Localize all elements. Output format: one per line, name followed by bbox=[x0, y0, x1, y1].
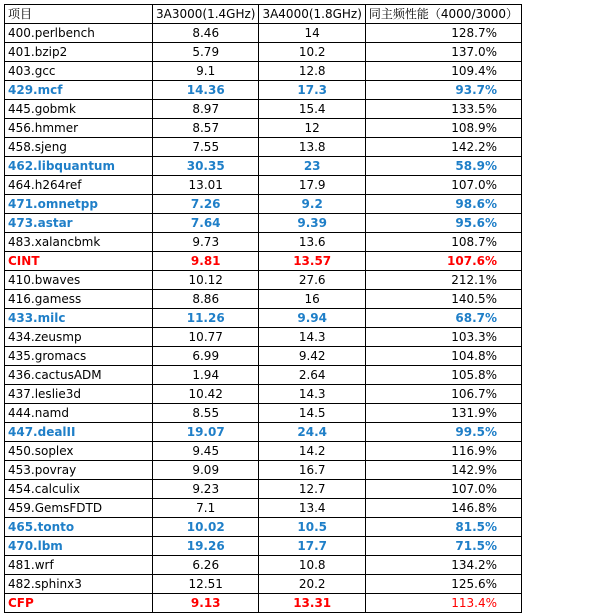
score-3a3000-cell[interactable]: 9.45 bbox=[153, 442, 259, 461]
ratio-cell[interactable]: 125.6% bbox=[365, 575, 521, 594]
ratio-cell[interactable]: 68.7% bbox=[365, 309, 521, 328]
header-row bbox=[5, 5, 522, 24]
score-3a3000-cell[interactable]: 10.02 bbox=[153, 518, 259, 537]
score-3a3000-cell[interactable]: 10.77 bbox=[153, 328, 259, 347]
table-row bbox=[5, 176, 522, 195]
benchmark-name-cell[interactable]: 471.omnetpp bbox=[5, 195, 153, 214]
score-3a4000-cell[interactable]: 10.5 bbox=[259, 518, 365, 537]
ratio-cell[interactable]: 108.9% bbox=[365, 119, 521, 138]
benchmark-name-cell[interactable]: 445.gobmk bbox=[5, 100, 153, 119]
ratio-cell[interactable]: 105.8% bbox=[365, 366, 521, 385]
score-3a3000-cell[interactable]: 8.57 bbox=[153, 119, 259, 138]
table-row bbox=[5, 252, 522, 271]
table-row bbox=[5, 157, 522, 176]
ratio-cell[interactable]: 142.2% bbox=[365, 138, 521, 157]
header-cell-3a4000[interactable]: 3A4000(1.8GHz) bbox=[259, 5, 365, 24]
score-3a3000-cell[interactable]: 9.73 bbox=[153, 233, 259, 252]
score-3a3000-cell[interactable]: 12.51 bbox=[153, 575, 259, 594]
score-3a4000-cell[interactable]: 12.7 bbox=[259, 480, 365, 499]
header-cell-item[interactable]: 项目 bbox=[5, 5, 153, 24]
ratio-cell[interactable]: 107.6% bbox=[365, 252, 521, 271]
table-row bbox=[5, 138, 522, 157]
table-body bbox=[5, 24, 522, 613]
score-3a4000-cell[interactable]: 17.3 bbox=[259, 81, 365, 100]
ratio-cell[interactable]: 93.7% bbox=[365, 81, 521, 100]
header-cell-ratio[interactable]: 同主频性能（4000/3000） bbox=[365, 5, 521, 24]
score-3a3000-cell[interactable]: 7.55 bbox=[153, 138, 259, 157]
benchmark-name-cell[interactable]: 453.povray bbox=[5, 461, 153, 480]
table-row bbox=[5, 62, 522, 81]
score-3a3000-cell[interactable]: 7.1 bbox=[153, 499, 259, 518]
score-3a3000-cell[interactable]: 1.94 bbox=[153, 366, 259, 385]
ratio-cell[interactable]: 107.0% bbox=[365, 176, 521, 195]
ratio-cell[interactable]: 108.7% bbox=[365, 233, 521, 252]
score-3a3000-cell[interactable]: 13.01 bbox=[153, 176, 259, 195]
benchmark-name-cell[interactable]: 465.tonto bbox=[5, 518, 153, 537]
score-3a4000-cell[interactable]: 13.6 bbox=[259, 233, 365, 252]
score-3a3000-cell[interactable]: 9.13 bbox=[153, 594, 259, 613]
score-3a3000-cell[interactable]: 19.26 bbox=[153, 537, 259, 556]
ratio-cell[interactable]: 71.5% bbox=[365, 537, 521, 556]
ratio-cell[interactable]: 142.9% bbox=[365, 461, 521, 480]
score-3a4000-cell[interactable]: 12 bbox=[259, 119, 365, 138]
score-3a4000-cell[interactable]: 13.31 bbox=[259, 594, 365, 613]
benchmark-name-cell[interactable]: 473.astar bbox=[5, 214, 153, 233]
ratio-cell[interactable]: 106.7% bbox=[365, 385, 521, 404]
ratio-cell[interactable]: 103.3% bbox=[365, 328, 521, 347]
score-3a4000-cell[interactable]: 10.8 bbox=[259, 556, 365, 575]
ratio-cell[interactable]: 131.9% bbox=[365, 404, 521, 423]
benchmark-name-cell[interactable]: 462.libquantum bbox=[5, 157, 153, 176]
table-row bbox=[5, 442, 522, 461]
benchmark-name-cell[interactable]: 437.leslie3d bbox=[5, 385, 153, 404]
score-3a4000-cell[interactable]: 16 bbox=[259, 290, 365, 309]
benchmark-name-cell[interactable]: 450.soplex bbox=[5, 442, 153, 461]
ratio-cell[interactable]: 128.7% bbox=[365, 24, 521, 43]
ratio-cell[interactable]: 113.4% bbox=[365, 594, 521, 613]
table-row bbox=[5, 309, 522, 328]
ratio-cell[interactable]: 134.2% bbox=[365, 556, 521, 575]
benchmark-name-cell[interactable]: 483.xalancbmk bbox=[5, 233, 153, 252]
benchmark-name-cell[interactable]: 435.gromacs bbox=[5, 347, 153, 366]
score-3a4000-cell[interactable]: 13.4 bbox=[259, 499, 365, 518]
table-row bbox=[5, 233, 522, 252]
benchmark-name-cell[interactable]: 482.sphinx3 bbox=[5, 575, 153, 594]
score-3a3000-cell[interactable]: 11.26 bbox=[153, 309, 259, 328]
score-3a4000-cell[interactable]: 14.3 bbox=[259, 385, 365, 404]
score-3a3000-cell[interactable]: 6.99 bbox=[153, 347, 259, 366]
score-3a3000-cell[interactable]: 5.79 bbox=[153, 43, 259, 62]
score-3a3000-cell[interactable]: 10.12 bbox=[153, 271, 259, 290]
score-3a4000-cell[interactable]: 17.9 bbox=[259, 176, 365, 195]
score-3a4000-cell[interactable]: 27.6 bbox=[259, 271, 365, 290]
benchmark-name-cell[interactable]: CFP bbox=[5, 594, 153, 613]
table-row bbox=[5, 404, 522, 423]
score-3a4000-cell[interactable]: 13.57 bbox=[259, 252, 365, 271]
benchmark-name-cell[interactable]: CINT bbox=[5, 252, 153, 271]
score-3a3000-cell[interactable]: 9.09 bbox=[153, 461, 259, 480]
table-row bbox=[5, 461, 522, 480]
score-3a4000-cell[interactable]: 10.2 bbox=[259, 43, 365, 62]
table-row bbox=[5, 366, 522, 385]
benchmark-name-cell[interactable]: 447.dealII bbox=[5, 423, 153, 442]
table-row bbox=[5, 556, 522, 575]
ratio-cell[interactable]: 146.8% bbox=[365, 499, 521, 518]
ratio-cell[interactable]: 137.0% bbox=[365, 43, 521, 62]
score-3a3000-cell[interactable]: 6.26 bbox=[153, 556, 259, 575]
score-3a3000-cell[interactable]: 7.26 bbox=[153, 195, 259, 214]
ratio-cell[interactable]: 95.6% bbox=[365, 214, 521, 233]
table-row bbox=[5, 214, 522, 233]
benchmark-name-cell[interactable]: 433.milc bbox=[5, 309, 153, 328]
ratio-cell[interactable]: 81.5% bbox=[365, 518, 521, 537]
table-row bbox=[5, 195, 522, 214]
score-3a4000-cell[interactable]: 24.4 bbox=[259, 423, 365, 442]
benchmark-name-cell[interactable]: 470.lbm bbox=[5, 537, 153, 556]
table-row bbox=[5, 328, 522, 347]
score-3a3000-cell[interactable]: 9.23 bbox=[153, 480, 259, 499]
table-row bbox=[5, 290, 522, 309]
table-row bbox=[5, 480, 522, 499]
ratio-cell[interactable]: 212.1% bbox=[365, 271, 521, 290]
benchmark-name-cell[interactable]: 434.zeusmp bbox=[5, 328, 153, 347]
score-3a3000-cell[interactable]: 8.55 bbox=[153, 404, 259, 423]
benchmark-name-cell[interactable]: 410.bwaves bbox=[5, 271, 153, 290]
benchmark-name-cell[interactable]: 400.perlbench bbox=[5, 24, 153, 43]
ratio-cell[interactable]: 107.0% bbox=[365, 480, 521, 499]
ratio-cell[interactable]: 58.9% bbox=[365, 157, 521, 176]
score-3a4000-cell[interactable]: 20.2 bbox=[259, 575, 365, 594]
table-row bbox=[5, 100, 522, 119]
score-3a4000-cell[interactable]: 12.8 bbox=[259, 62, 365, 81]
table-row bbox=[5, 81, 522, 100]
table-row bbox=[5, 43, 522, 62]
benchmark-name-cell[interactable]: 403.gcc bbox=[5, 62, 153, 81]
benchmark-name-cell[interactable]: 401.bzip2 bbox=[5, 43, 153, 62]
benchmark-name-cell[interactable]: 429.mcf bbox=[5, 81, 153, 100]
table-row bbox=[5, 537, 522, 556]
ratio-cell[interactable]: 133.5% bbox=[365, 100, 521, 119]
table-row bbox=[5, 499, 522, 518]
score-3a3000-cell[interactable]: 9.1 bbox=[153, 62, 259, 81]
score-3a4000-cell[interactable]: 17.7 bbox=[259, 537, 365, 556]
benchmark-name-cell[interactable]: 416.gamess bbox=[5, 290, 153, 309]
table-row bbox=[5, 575, 522, 594]
benchmark-name-cell[interactable]: 459.GemsFDTD bbox=[5, 499, 153, 518]
ratio-cell[interactable]: 98.6% bbox=[365, 195, 521, 214]
score-3a4000-cell[interactable]: 23 bbox=[259, 157, 365, 176]
score-3a4000-cell[interactable]: 14.3 bbox=[259, 328, 365, 347]
score-3a3000-cell[interactable]: 8.46 bbox=[153, 24, 259, 43]
score-3a4000-cell[interactable]: 9.39 bbox=[259, 214, 365, 233]
table-row bbox=[5, 594, 522, 613]
score-3a4000-cell[interactable]: 16.7 bbox=[259, 461, 365, 480]
score-3a4000-cell[interactable]: 9.2 bbox=[259, 195, 365, 214]
table-row bbox=[5, 423, 522, 442]
table-row bbox=[5, 24, 522, 43]
score-3a3000-cell[interactable]: 14.36 bbox=[153, 81, 259, 100]
score-3a4000-cell[interactable]: 14 bbox=[259, 24, 365, 43]
benchmark-name-cell[interactable]: 481.wrf bbox=[5, 556, 153, 575]
score-3a3000-cell[interactable]: 9.81 bbox=[153, 252, 259, 271]
benchmark-name-cell[interactable]: 456.hmmer bbox=[5, 119, 153, 138]
benchmark-table bbox=[4, 4, 522, 613]
score-3a3000-cell[interactable]: 7.64 bbox=[153, 214, 259, 233]
score-3a4000-cell[interactable]: 9.94 bbox=[259, 309, 365, 328]
score-3a4000-cell[interactable]: 9.42 bbox=[259, 347, 365, 366]
score-3a3000-cell[interactable]: 10.42 bbox=[153, 385, 259, 404]
score-3a4000-cell[interactable]: 14.2 bbox=[259, 442, 365, 461]
score-3a3000-cell[interactable]: 30.35 bbox=[153, 157, 259, 176]
ratio-cell[interactable]: 99.5% bbox=[365, 423, 521, 442]
table-row bbox=[5, 518, 522, 537]
table-row bbox=[5, 271, 522, 290]
table-row bbox=[5, 385, 522, 404]
score-3a4000-cell[interactable]: 14.5 bbox=[259, 404, 365, 423]
score-3a4000-cell[interactable]: 15.4 bbox=[259, 100, 365, 119]
ratio-cell[interactable]: 109.4% bbox=[365, 62, 521, 81]
score-3a4000-cell[interactable]: 13.8 bbox=[259, 138, 365, 157]
ratio-cell[interactable]: 140.5% bbox=[365, 290, 521, 309]
score-3a3000-cell[interactable]: 8.97 bbox=[153, 100, 259, 119]
benchmark-name-cell[interactable]: 458.sjeng bbox=[5, 138, 153, 157]
benchmark-name-cell[interactable]: 454.calculix bbox=[5, 480, 153, 499]
score-3a3000-cell[interactable]: 8.86 bbox=[153, 290, 259, 309]
ratio-cell[interactable]: 104.8% bbox=[365, 347, 521, 366]
benchmark-name-cell[interactable]: 444.namd bbox=[5, 404, 153, 423]
header-cell-3a3000[interactable]: 3A3000(1.4GHz) bbox=[153, 5, 259, 24]
benchmark-name-cell[interactable]: 436.cactusADM bbox=[5, 366, 153, 385]
score-3a3000-cell[interactable]: 19.07 bbox=[153, 423, 259, 442]
table-row bbox=[5, 119, 522, 138]
benchmark-name-cell[interactable]: 464.h264ref bbox=[5, 176, 153, 195]
score-3a4000-cell[interactable]: 2.64 bbox=[259, 366, 365, 385]
ratio-cell[interactable]: 116.9% bbox=[365, 442, 521, 461]
table-row bbox=[5, 347, 522, 366]
